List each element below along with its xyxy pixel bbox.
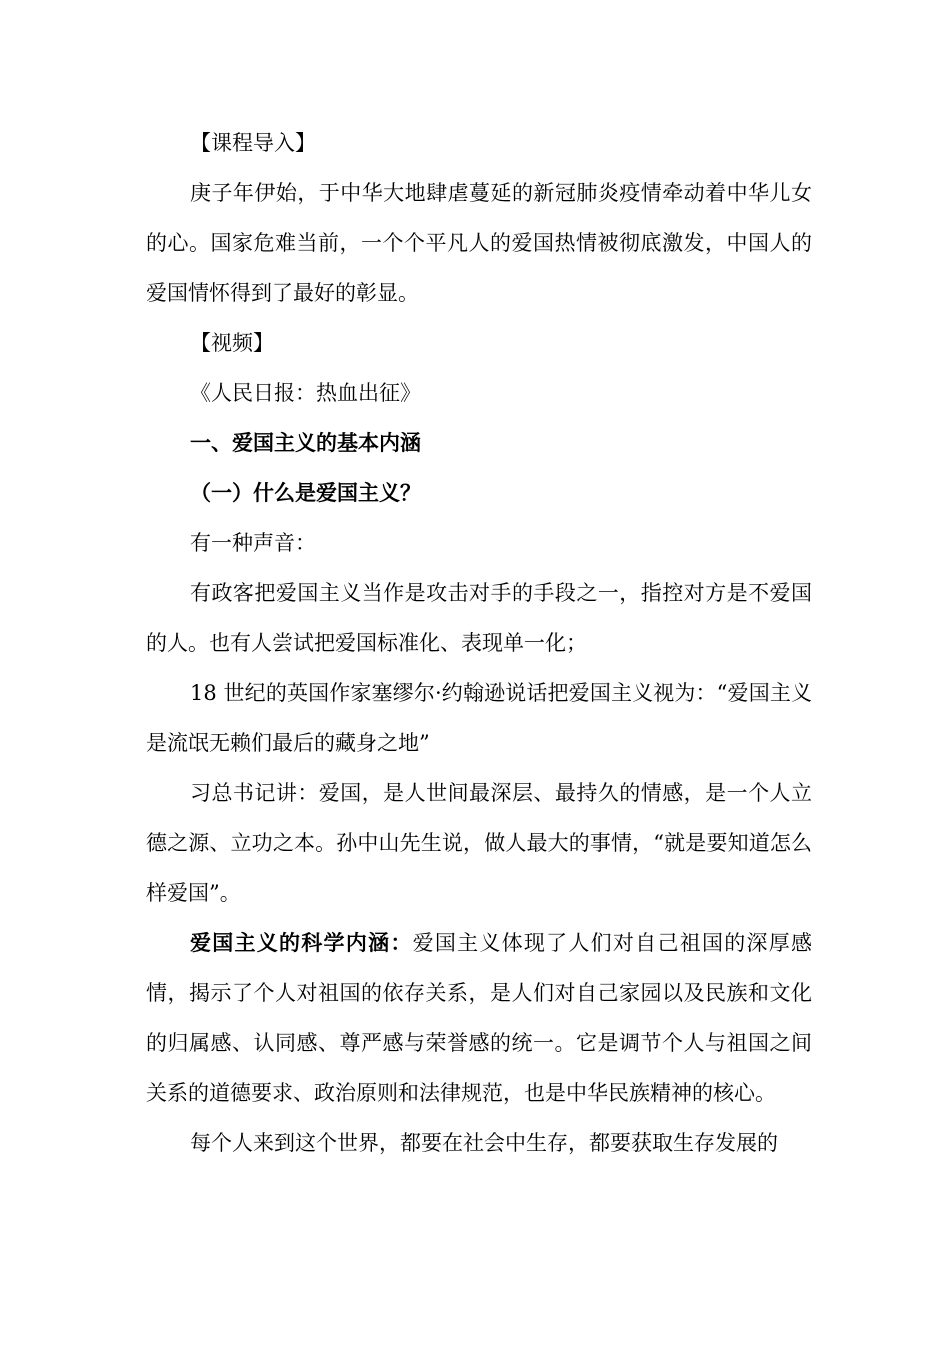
paragraph-scientific-meaning xyxy=(146,918,812,1118)
document-body xyxy=(146,118,812,1168)
paragraph-politicians: 有政客把爱国主义当作是攻击对手的手段之一，指控对方是不爱国的人。也有人尝试把爱国标准化、表现单一化； xyxy=(146,581,812,655)
paragraph-everyone: 每个人来到这个世界，都要在社会中生存，都要获取生存发展的 xyxy=(190,1131,778,1155)
scientific-meaning-body: 爱国主义体现了人们对自己祖国的深厚感情，揭示了个人对祖国的依存关系，是人们对自己家园以及民族和文化的归属感、认同感、尊严感与荣誉感的统一。它是调节个人与祖国之间关系的道德要求、政治原则和法律规范，也是中华民族精神的核心。 xyxy=(146,931,812,1105)
scientific-meaning-lead: 爱国主义的科学内涵： xyxy=(190,930,413,955)
heading-level-2: （一）什么是爱国主义？ xyxy=(190,480,421,505)
paragraph-johnson-quote: 18 世纪的英国作家塞缪尔·约翰逊说话把爱国主义视为：“爱国主义是流氓无赖们最后的藏身之地” xyxy=(146,681,812,755)
heading-level-1: 一、爱国主义的基本内涵 xyxy=(190,430,421,455)
video-title: 《人民日报：热血出征》 xyxy=(190,381,421,405)
section-label-video: 【视频】 xyxy=(190,331,274,355)
section-label-course-intro: 【课程导入】 xyxy=(190,131,316,155)
paragraph-xi-quote: 习总书记讲：爱国，是人世间最深层、最持久的情感，是一个人立德之源、立功之本。孙中山先生说，做人最大的事情，“就是要知道怎么样爱国”。 xyxy=(146,781,812,905)
paragraph-voice: 有一种声音： xyxy=(190,531,316,555)
intro-paragraph: 庚子年伊始，于中华大地肆虐蔓延的新冠肺炎疫情牵动着中华儿女的心。国家危难当前，一个个平凡人的爱国热情被彻底激发，中国人的爱国情怀得到了最好的彰显。 xyxy=(146,181,812,305)
